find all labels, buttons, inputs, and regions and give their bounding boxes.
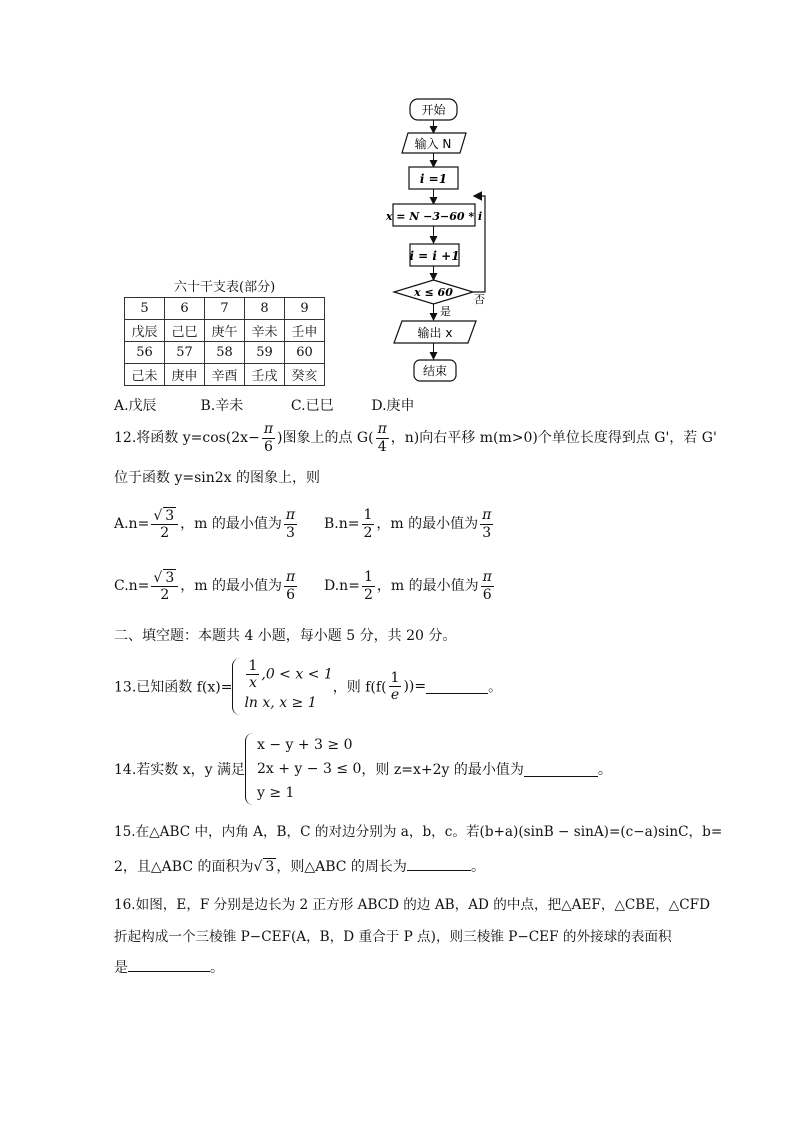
- table-cell: 庚午: [205, 320, 245, 342]
- frac-den: 6: [263, 438, 273, 455]
- ganzhi-table: [124, 297, 325, 386]
- flow-end-text: 结束: [422, 364, 448, 378]
- piecewise: [232, 658, 332, 715]
- flow-start-text: 开始: [421, 103, 446, 117]
- table-row: [125, 298, 325, 320]
- table-cell: 5: [125, 298, 165, 320]
- frac-den: e: [390, 687, 400, 704]
- frac-den: x: [248, 675, 257, 692]
- table-cell: 60: [285, 342, 325, 364]
- q16-line3: [114, 957, 224, 977]
- q14-text: ，则 z=x+2y 的最小值为: [361, 762, 524, 778]
- q11-option-b: B.辛未: [200, 398, 244, 414]
- flow-output-text: 输出 x: [417, 326, 453, 340]
- flow-input-text: 输入 N: [414, 137, 452, 151]
- frac-den: 2: [160, 525, 170, 541]
- option-text: ，m 的最小值为: [180, 578, 282, 594]
- q15-line1: 15.在△ABC 中，内角 A，B，C 的对边分别为 a，b，c。若(b+a)(sinB − sinA)=(c−a)sinC，b=: [114, 824, 723, 840]
- q16-line1: 16.如图，E，F 分别是边长为 2 正方形 ABCD 的边 AB，AD 的中点，把△AEF，△CBE，△CFD: [114, 897, 710, 913]
- q16-text: 是: [114, 960, 128, 976]
- table-cell: 56: [125, 342, 165, 364]
- q12-option-d: [324, 566, 496, 606]
- table-cell: 己巳: [165, 320, 205, 342]
- fraction: [362, 569, 375, 602]
- table-row: [125, 342, 325, 364]
- table-cell: 己未: [125, 364, 165, 386]
- fraction: [284, 569, 297, 602]
- frac-num: π: [286, 569, 296, 586]
- table-cell: 58: [205, 342, 245, 364]
- answer-blank[interactable]: [128, 957, 210, 972]
- frac-den: 3: [482, 524, 492, 541]
- flow-condition-text: x ≤ 60: [414, 286, 453, 299]
- table-cell: 壬申: [285, 320, 325, 342]
- q14-text: 14.若实数 x，y 满足: [114, 762, 245, 778]
- frac-num: 1: [390, 670, 400, 686]
- frac-den: 6: [286, 586, 296, 603]
- frac-den: 2: [160, 587, 170, 603]
- frac-num: 1: [363, 507, 373, 524]
- table-cell: 庚申: [165, 364, 205, 386]
- q13-text: ))=: [403, 678, 427, 695]
- table-cell: 辛未: [245, 320, 285, 342]
- fraction: [284, 507, 297, 540]
- frac-num: π: [482, 569, 492, 586]
- table-cell: 7: [205, 298, 245, 320]
- table-cell: 辛酉: [205, 364, 245, 386]
- table-cell: 8: [245, 298, 285, 320]
- q12-option-a: [114, 504, 299, 544]
- fraction: [389, 670, 402, 703]
- q12-text: ，n)向右平移 m(m>0)个单位长度得到点 G'，若 G': [390, 430, 717, 446]
- table-row: [125, 364, 325, 386]
- flow-no-label: 否: [474, 293, 485, 306]
- frac-num: 1: [363, 569, 373, 586]
- q12-option-c: [114, 566, 299, 606]
- flow-increment-text: i = i +1: [409, 249, 460, 263]
- answer-blank[interactable]: [524, 762, 598, 777]
- q13-text: 。: [488, 679, 503, 696]
- answer-blank[interactable]: [426, 679, 488, 694]
- fraction: [151, 569, 178, 603]
- table-cell: 9: [285, 298, 325, 320]
- q16-text: 。: [210, 960, 224, 976]
- q14-text: 。: [597, 762, 612, 778]
- q13-text: 13.已知函数 f(x)=: [114, 679, 233, 696]
- fraction: [151, 507, 178, 541]
- q15-text: 。: [470, 859, 485, 875]
- frac-den: 2: [363, 586, 373, 603]
- frac-den: 6: [482, 586, 492, 603]
- fraction: [480, 507, 493, 540]
- constraint-1: x − y + 3 ≥ 0: [256, 737, 353, 753]
- case-cond: ,0 < x < 1: [261, 666, 333, 683]
- option-text: ，m 的最小值为: [376, 578, 479, 594]
- flowchart: [386, 96, 496, 386]
- frac-num: π: [377, 421, 387, 438]
- fraction: [481, 569, 494, 602]
- option-label: B.n=: [324, 516, 360, 532]
- q12-option-b: [324, 504, 495, 544]
- frac-num: 1: [248, 658, 258, 674]
- frac-den: 4: [377, 438, 387, 455]
- table-cell: 6: [165, 298, 205, 320]
- q12-text: )图象上的点 G(: [277, 430, 374, 446]
- q12-line2: 位于函数 y=sin2x 的图象上，则: [114, 470, 321, 486]
- option-text: ，m 的最小值为: [180, 516, 282, 532]
- answer-blank[interactable]: [407, 856, 471, 871]
- frac-num: √ 3: [151, 507, 178, 525]
- section-heading: 二、填空题：本题共 4 小题，每小题 5 分，共 20 分。: [114, 628, 457, 644]
- frac-num: π: [263, 421, 274, 438]
- q15-line2: 2，且△ABC 的面积为√ 3 ，则△ABC 的周长为 。: [114, 856, 485, 876]
- q11-option-c: C.已巳: [290, 398, 334, 414]
- q12-text: 12.将函数 y=cos(2x−: [114, 430, 260, 446]
- table-cell: 57: [165, 342, 205, 364]
- frac-num: √ 3: [151, 569, 178, 587]
- q12-stem: [114, 421, 717, 455]
- sqrt-radicand: 3: [265, 859, 275, 875]
- q15-text: ，则△ABC 的周长为: [276, 859, 407, 875]
- q11-options: [114, 395, 415, 415]
- sqrt-radicand: 3: [165, 569, 175, 586]
- fraction: [362, 507, 375, 540]
- q11-option-a: A.戊辰: [114, 398, 157, 414]
- q15-text: 2，且△ABC 的面积为: [114, 859, 254, 875]
- flow-yes-label: 是: [440, 305, 451, 318]
- table-title: 六十干支表(部分): [174, 280, 276, 295]
- frac-den: 3: [286, 524, 295, 541]
- table-row: [125, 320, 325, 342]
- table-cell: 癸亥: [285, 364, 325, 386]
- q14: [114, 733, 612, 805]
- case-2: ln x, x ≥ 1: [244, 695, 317, 712]
- table-cell: 戊辰: [125, 320, 165, 342]
- constraints: [245, 733, 361, 805]
- q16-line2: 折起构成一个三棱锥 P−CEF(A，B，D 重合于 P 点)，则三棱锥 P−CEF 的外接球的表面积: [114, 929, 672, 945]
- fraction: [246, 658, 259, 691]
- frac-num: π: [482, 507, 492, 524]
- frac-den: 2: [363, 524, 373, 541]
- option-text: ，m 的最小值为: [376, 516, 479, 532]
- sqrt-radicand: 3: [165, 507, 175, 524]
- fraction: [262, 421, 275, 454]
- flow-init-text: i =1: [419, 172, 448, 186]
- constraint-2: 2x + y − 3 ≤ 0: [256, 761, 362, 777]
- option-label: A.n=: [114, 516, 150, 532]
- constraint-3: y ≥ 1: [256, 785, 295, 801]
- option-label: D.n=: [324, 578, 360, 594]
- fraction: [376, 421, 389, 454]
- flow-compute-text: x = N −3−60 * i: [386, 210, 483, 223]
- q13-text: ，则 f(f(: [332, 679, 387, 696]
- q11-option-d: D.庚申: [371, 398, 415, 414]
- table-cell: 59: [245, 342, 285, 364]
- frac-num: π: [285, 507, 296, 524]
- option-label: C.n=: [114, 578, 150, 594]
- q13: [114, 658, 502, 715]
- table-cell: 壬戌: [245, 364, 285, 386]
